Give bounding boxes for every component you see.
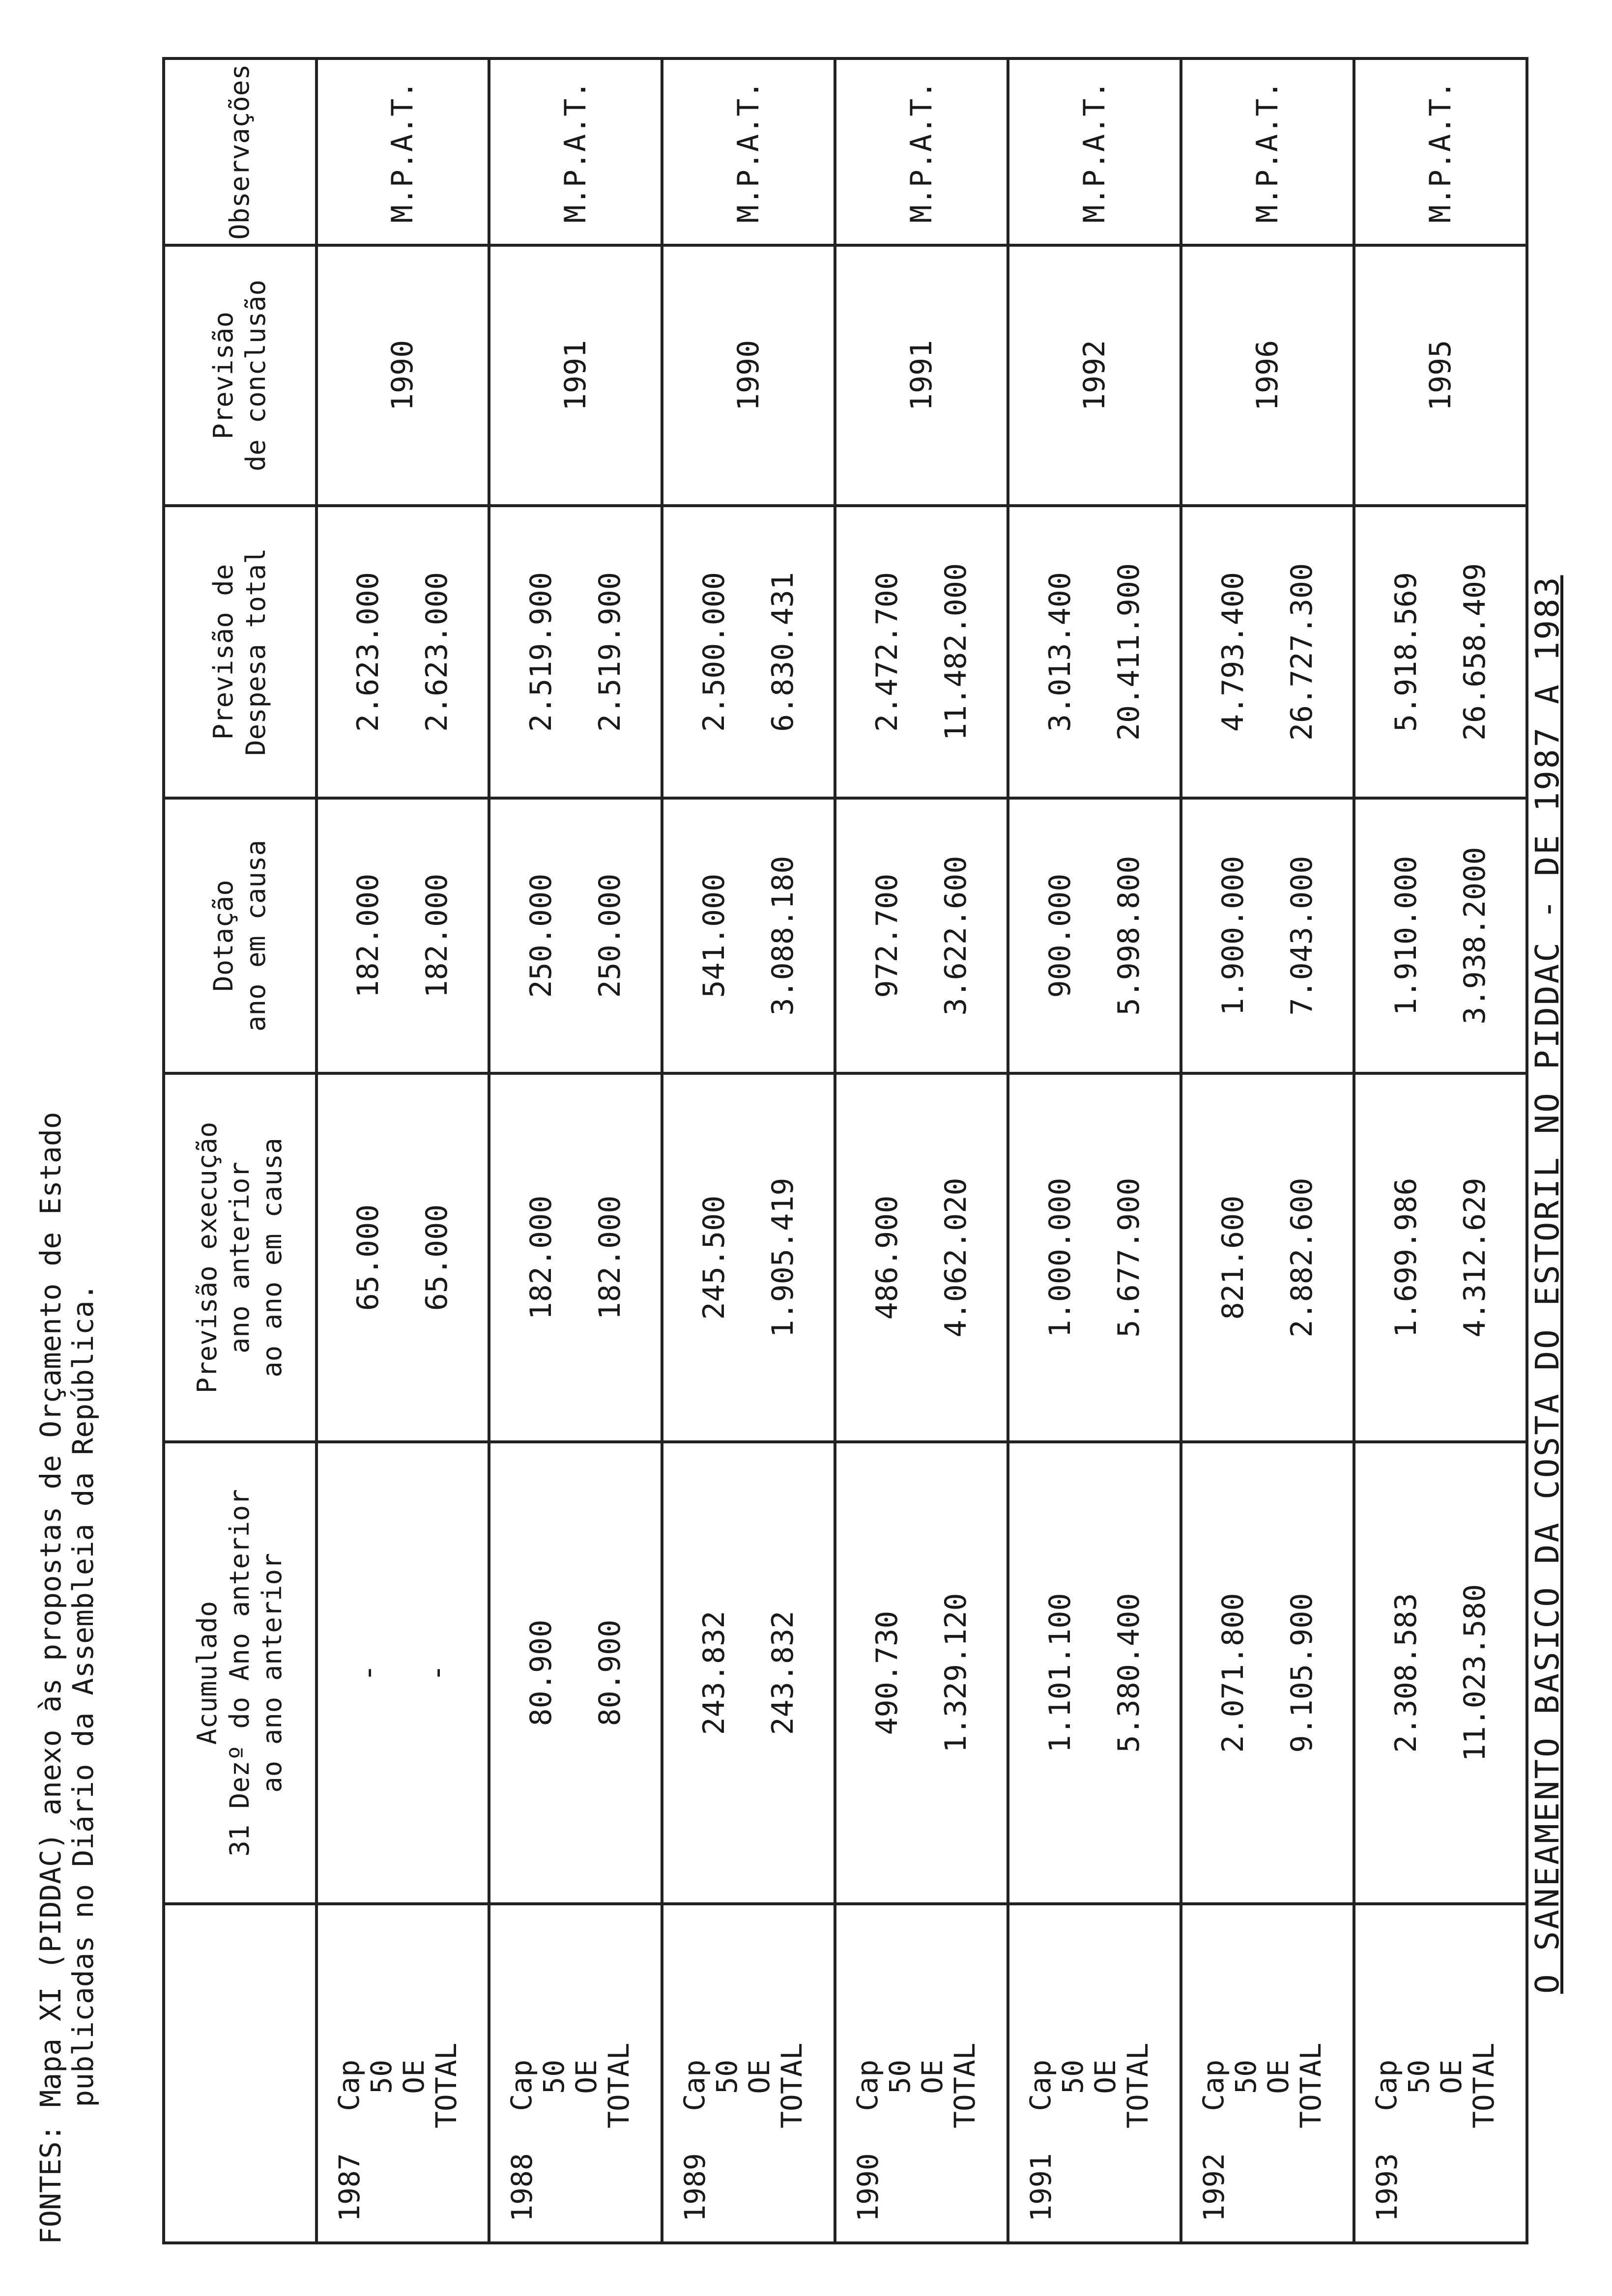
cell-dotacao <box>662 798 835 1073</box>
value-dotacao-total: 7.043.000 <box>1285 856 1320 1016</box>
row-labels <box>332 2042 463 2128</box>
value-observacoes: M.P.A.T. <box>558 81 593 223</box>
table-row <box>1181 58 1354 2243</box>
header-acumulado <box>164 1442 317 1904</box>
value-acumulado: 243.832 <box>697 1610 732 1735</box>
value-conclusao: 1991 <box>558 340 593 411</box>
row-label-oe: OE <box>916 2060 950 2094</box>
row-label-oe: OE <box>1262 2060 1295 2094</box>
cell-previsao-conclusao <box>835 245 1008 506</box>
value-despesa: 2.623.000 <box>351 572 386 732</box>
value-previsao: 1.699.986 <box>1389 1177 1424 1338</box>
value-acumulado-total: 11.023.580 <box>1458 1584 1493 1762</box>
row-label-total: TOTAL <box>1294 2042 1328 2128</box>
value-observacoes: M.P.A.T. <box>1250 81 1285 223</box>
value-dotacao-total: 3.622.600 <box>939 856 974 1016</box>
row-year-cell <box>835 1904 1008 2243</box>
row-label-oe: OE <box>397 2060 431 2094</box>
value-conclusao: 1991 <box>904 340 939 411</box>
row-label-cap50: Cap 50 <box>851 2060 917 2111</box>
cell-previsao-conclusao <box>489 245 662 506</box>
row-label-total: TOTAL <box>602 2042 636 2128</box>
value-despesa: 4.793.400 <box>1216 572 1251 732</box>
cell-previsao-execucao <box>835 1073 1008 1442</box>
value-dotacao-total: 5.998.800 <box>1112 856 1147 1016</box>
row-labels <box>678 2042 809 2128</box>
value-despesa-total: 2.623.000 <box>420 572 455 732</box>
cell-acumulado <box>317 1442 489 1904</box>
header-obs-line1: Observações <box>224 64 256 240</box>
row-label-cap50: Cap 50 <box>1197 2060 1263 2111</box>
header-prev-line1: Previsão execução <box>192 1121 223 1394</box>
cell-dotacao <box>1181 798 1354 1073</box>
table-row <box>317 58 489 2243</box>
row-label-total: TOTAL <box>429 2042 463 2128</box>
cell-acumulado <box>835 1442 1008 1904</box>
value-acumulado: - <box>351 1664 386 1682</box>
row-year: 1992 <box>1197 2153 1231 2222</box>
sources-note <box>34 672 99 2244</box>
row-labels <box>851 2042 982 2128</box>
row-label-cap50: Cap 50 <box>332 2060 398 2111</box>
row-label-cap50: Cap 50 <box>678 2060 744 2111</box>
cell-despesa-total <box>662 506 835 798</box>
cell-previsao-execucao <box>1008 1073 1181 1442</box>
value-previsao-total: 4.062.020 <box>939 1177 974 1338</box>
value-previsao-total: 4.312.629 <box>1458 1177 1493 1338</box>
cell-acumulado <box>662 1442 835 1904</box>
value-despesa: 5.918.569 <box>1389 572 1424 732</box>
header-acumulado-line2: 31 Dezº do Ano anterior <box>224 1489 256 1857</box>
value-dotacao: 900.000 <box>1043 873 1078 998</box>
cell-observacoes <box>1354 58 1527 245</box>
cell-dotacao <box>489 798 662 1073</box>
value-acumulado: 80.900 <box>524 1619 559 1726</box>
header-dot-line2: ano em causa <box>240 839 272 1032</box>
header-prev-line3: ao ano em causa <box>257 1138 288 1378</box>
value-acumulado-total: 9.105.900 <box>1285 1593 1320 1753</box>
cell-dotacao <box>1354 798 1527 1073</box>
row-label-cap50: Cap 50 <box>1024 2060 1090 2111</box>
cell-observacoes <box>835 58 1008 245</box>
row-label-oe: OE <box>570 2060 604 2094</box>
cell-acumulado <box>1181 1442 1354 1904</box>
value-dotacao: 1.900.000 <box>1216 856 1251 1016</box>
cell-despesa-total <box>317 506 489 798</box>
header-year-cell <box>164 1904 317 2243</box>
row-labels <box>505 2042 636 2128</box>
value-dotacao-total: 3.938.2000 <box>1458 847 1493 1025</box>
value-dotacao-total: 3.088.180 <box>766 856 801 1016</box>
sources-label: FONTES: <box>34 2124 67 2244</box>
value-despesa-total: 20.411.900 <box>1112 563 1147 741</box>
header-observacoes <box>164 58 317 245</box>
value-dotacao-total: 182.000 <box>420 873 455 998</box>
value-acumulado-total: 243.832 <box>766 1610 801 1735</box>
value-acumulado: 1.101.100 <box>1043 1593 1078 1753</box>
value-previsao: 486.900 <box>870 1195 905 1320</box>
value-despesa: 2.472.700 <box>870 572 905 732</box>
row-labels <box>1024 2042 1155 2128</box>
cell-previsao-conclusao <box>1354 245 1527 506</box>
value-acumulado-total: 1.329.120 <box>939 1593 974 1753</box>
cell-previsao-execucao <box>1354 1073 1527 1442</box>
sources-line1: Mapa XI (PIDDAC) anexo às propostas de Orçamento de Estado <box>34 1112 67 2107</box>
cell-despesa-total <box>1354 506 1527 798</box>
cell-dotacao <box>835 798 1008 1073</box>
header-previsao-execucao <box>164 1073 317 1442</box>
row-year: 1988 <box>505 2153 539 2222</box>
row-label-oe: OE <box>743 2060 777 2094</box>
header-concl-line1: Previsão <box>208 311 239 440</box>
cell-previsao-execucao <box>662 1073 835 1442</box>
value-dotacao: 1.910.000 <box>1389 856 1424 1016</box>
value-dotacao: 182.000 <box>351 873 386 998</box>
cell-observacoes <box>489 58 662 245</box>
row-label-cap50: Cap 50 <box>505 2060 571 2111</box>
value-previsao-total: 1.905.419 <box>766 1177 801 1338</box>
value-despesa: 3.013.400 <box>1043 572 1078 732</box>
value-dotacao: 250.000 <box>524 873 559 998</box>
row-year-cell <box>662 1904 835 2243</box>
value-acumulado: 2.071.800 <box>1216 1593 1251 1753</box>
table-header-row <box>164 58 317 2243</box>
cell-observacoes <box>1008 58 1181 245</box>
value-conclusao: 1992 <box>1077 340 1112 411</box>
value-despesa-total: 2.519.900 <box>593 572 628 732</box>
header-desp-line1: Previsão de <box>208 564 239 740</box>
cell-acumulado <box>1008 1442 1181 1904</box>
header-previsao-conclusao <box>164 245 317 506</box>
value-dotacao: 541.000 <box>697 873 732 998</box>
row-year: 1991 <box>1024 2153 1058 2222</box>
cell-previsao-conclusao <box>1181 245 1354 506</box>
table-row <box>1354 58 1527 2243</box>
header-acumulado-line1: Acumulado <box>192 1601 223 1745</box>
value-previsao: 182.000 <box>524 1195 559 1320</box>
row-year-cell <box>489 1904 662 2243</box>
row-year: 1989 <box>678 2153 712 2222</box>
sources-line2: publicadas no Diário da Assembleia da República. <box>66 1283 100 2107</box>
row-year: 1987 <box>332 2153 366 2222</box>
cell-observacoes <box>662 58 835 245</box>
row-year: 1990 <box>851 2153 885 2222</box>
cell-previsao-execucao <box>489 1073 662 1442</box>
row-label-cap50: Cap 50 <box>1370 2060 1436 2111</box>
cell-acumulado <box>1354 1442 1527 1904</box>
value-previsao-total: 5.677.900 <box>1112 1177 1147 1338</box>
cell-previsao-conclusao <box>662 245 835 506</box>
value-previsao: 821.600 <box>1216 1195 1251 1320</box>
cell-previsao-execucao <box>1181 1073 1354 1442</box>
row-year-cell <box>1008 1904 1181 2243</box>
value-conclusao: 1990 <box>731 340 766 411</box>
cell-acumulado <box>489 1442 662 1904</box>
row-label-oe: OE <box>1435 2060 1468 2094</box>
header-acumulado-line3: ao ano anterior <box>257 1553 288 1793</box>
value-acumulado-total: 5.380.400 <box>1112 1593 1147 1753</box>
cell-despesa-total <box>1008 506 1181 798</box>
cell-previsao-execucao <box>317 1073 489 1442</box>
header-dot-line1: Dotação <box>208 880 239 992</box>
cell-despesa-total <box>489 506 662 798</box>
value-despesa: 2.519.900 <box>524 572 559 732</box>
piddac-table <box>162 57 1528 2244</box>
value-despesa-total: 11.482.000 <box>939 563 974 741</box>
value-observacoes: M.P.A.T. <box>1423 81 1458 223</box>
row-year-cell <box>1181 1904 1354 2243</box>
row-label-total: TOTAL <box>948 2042 982 2128</box>
table-row <box>1008 58 1181 2243</box>
value-conclusao: 1995 <box>1423 340 1458 411</box>
value-conclusao: 1990 <box>385 340 420 411</box>
cell-despesa-total <box>1181 506 1354 798</box>
row-label-total: TOTAL <box>1121 2042 1155 2128</box>
value-acumulado: 490.730 <box>870 1610 905 1735</box>
row-labels <box>1197 2042 1328 2128</box>
value-despesa-total: 6.830.431 <box>766 572 801 732</box>
header-prev-line2: ano anterior <box>224 1161 256 1354</box>
cell-observacoes <box>317 58 489 245</box>
value-acumulado-total: 80.900 <box>593 1619 628 1726</box>
cell-previsao-conclusao <box>317 245 489 506</box>
row-year: 1993 <box>1370 2153 1404 2222</box>
header-desp-line2: Despesa total <box>240 548 272 756</box>
page-title: O SANEAMENTO BASICO DA COSTA DO ESTORIL NO PIDDAC - DE 1987 A 1983 <box>1528 575 1566 1994</box>
row-year-cell <box>317 1904 489 2243</box>
value-dotacao: 972.700 <box>870 873 905 998</box>
value-previsao-total: 2.882.600 <box>1285 1177 1320 1338</box>
value-conclusao: 1996 <box>1250 340 1285 411</box>
value-observacoes: M.P.A.T. <box>904 81 939 223</box>
value-despesa: 2.500.000 <box>697 572 732 732</box>
header-despesa-total <box>164 506 317 798</box>
value-observacoes: M.P.A.T. <box>385 81 420 223</box>
row-label-total: TOTAL <box>775 2042 809 2128</box>
value-observacoes: M.P.A.T. <box>1077 81 1112 223</box>
value-previsao: 1.000.000 <box>1043 1177 1078 1338</box>
value-previsao-total: 65.000 <box>420 1204 455 1311</box>
row-labels <box>1370 2042 1501 2128</box>
value-acumulado-total: - <box>420 1664 455 1682</box>
value-despesa-total: 26.658.409 <box>1458 563 1493 741</box>
value-previsao: 65.000 <box>351 1204 386 1311</box>
value-observacoes: M.P.A.T. <box>731 81 766 223</box>
cell-previsao-conclusao <box>1008 245 1181 506</box>
value-previsao-total: 182.000 <box>593 1195 628 1320</box>
row-year-cell <box>1354 1904 1527 2243</box>
header-dotacao <box>164 798 317 1073</box>
value-previsao: 245.500 <box>697 1195 732 1320</box>
row-label-oe: OE <box>1089 2060 1123 2094</box>
table-row <box>835 58 1008 2243</box>
cell-dotacao <box>317 798 489 1073</box>
row-label-total: TOTAL <box>1467 2042 1501 2128</box>
header-concl-line2: de conclusão <box>240 279 272 472</box>
value-dotacao-total: 250.000 <box>593 873 628 998</box>
cell-observacoes <box>1181 58 1354 245</box>
value-acumulado: 2.308.583 <box>1389 1593 1424 1753</box>
table-row <box>489 58 662 2243</box>
cell-despesa-total <box>835 506 1008 798</box>
cell-dotacao <box>1008 798 1181 1073</box>
value-despesa-total: 26.727.300 <box>1285 563 1320 741</box>
table-row <box>662 58 835 2243</box>
